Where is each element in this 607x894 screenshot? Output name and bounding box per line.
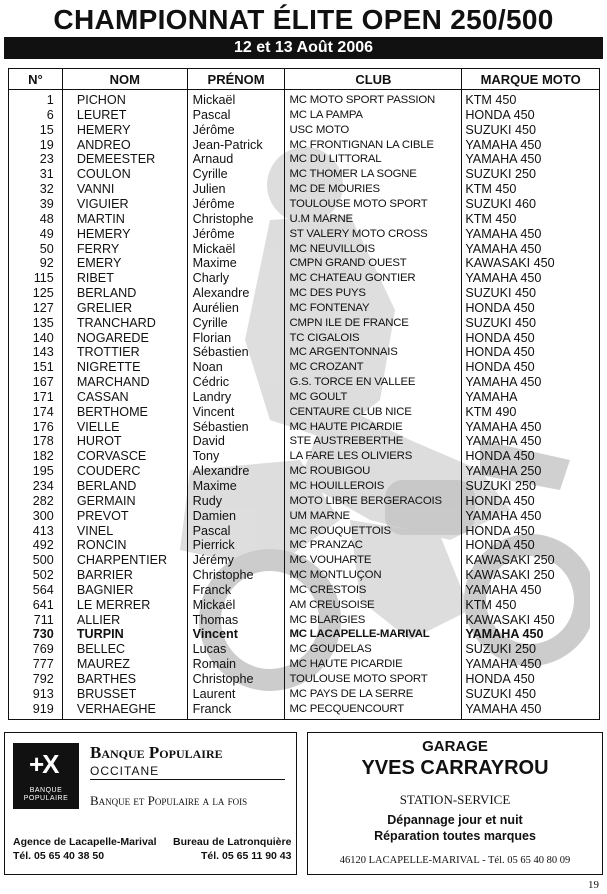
cell-club: MC ROUBIGOU <box>285 464 462 479</box>
page-number: 19 <box>588 879 599 891</box>
cell-nom: VINEL <box>62 523 187 538</box>
table-row <box>9 627 600 642</box>
logo-text-line-1: BANQUE <box>29 787 63 794</box>
cell-marque: YAMAHA 450 <box>462 226 600 241</box>
cell-nom: HUROT <box>62 434 187 449</box>
table-row <box>9 137 600 152</box>
cell-prenom: Romain <box>187 657 285 672</box>
table-header-row <box>9 69 600 90</box>
cell-prenom: Franck <box>187 701 285 719</box>
cell-marque: HONDA 450 <box>462 360 600 375</box>
cell-prenom: Franck <box>187 583 285 598</box>
cell-prenom: Pierrick <box>187 538 285 553</box>
cell-num: 913 <box>9 686 63 701</box>
cell-nom: CASSAN <box>62 390 187 405</box>
cell-num: 143 <box>9 345 63 360</box>
cell-marque: KTM 450 <box>462 211 600 226</box>
cell-club: G.S. TORCE EN VALLEE <box>285 375 462 390</box>
table-row <box>9 122 600 137</box>
cell-marque: HONDA 450 <box>462 345 600 360</box>
table-row <box>9 197 600 212</box>
cell-club: MC MONTLUÇON <box>285 568 462 583</box>
page-title: CHAMPIONNAT ÉLITE OPEN 250/500 <box>53 4 554 35</box>
cell-num: 769 <box>9 642 63 657</box>
cell-club: ST VALERY MOTO CROSS <box>285 226 462 241</box>
cell-prenom: Tony <box>187 449 285 464</box>
table-row <box>9 271 600 286</box>
cell-num: 49 <box>9 226 63 241</box>
cell-num: 50 <box>9 241 63 256</box>
cell-club: MC CHATEAU GONTIER <box>285 271 462 286</box>
cell-prenom: Alexandre <box>187 286 285 301</box>
cell-prenom: Rudy <box>187 493 285 508</box>
cell-num: 919 <box>9 701 63 719</box>
cell-nom: TRANCHARD <box>62 315 187 330</box>
garage-service-1: Dépannage jour et nuit <box>387 813 523 827</box>
cell-nom: VERHAEGHE <box>62 701 187 719</box>
cell-club: MC THOMER LA SOGNE <box>285 167 462 182</box>
cell-club: CMPN ILE DE FRANCE <box>285 315 462 330</box>
cell-prenom: Mickaël <box>187 597 285 612</box>
header-number: N° <box>9 69 63 90</box>
table-row <box>9 597 600 612</box>
sponsor-banque-populaire <box>4 732 297 875</box>
garage-name: YVES CARRAYROU <box>361 757 549 779</box>
table-row <box>9 167 600 182</box>
bank-divider <box>90 779 285 780</box>
cell-marque: SUZUKI 450 <box>462 286 600 301</box>
cell-num: 178 <box>9 434 63 449</box>
cell-num: 176 <box>9 419 63 434</box>
cell-num: 125 <box>9 286 63 301</box>
cell-num: 167 <box>9 375 63 390</box>
cell-club: MC HAUTE PICARDIE <box>285 657 462 672</box>
cell-nom: TURPIN <box>62 627 187 642</box>
cell-marque: YAMAHA 450 <box>462 657 600 672</box>
cell-nom: BARTHES <box>62 672 187 687</box>
cell-club: MC PAYS DE LA SERRE <box>285 686 462 701</box>
cell-marque: KAWASAKI 450 <box>462 612 600 627</box>
table-row <box>9 479 600 494</box>
cell-prenom: Laurent <box>187 686 285 701</box>
cell-nom: VANNI <box>62 182 187 197</box>
cell-marque: YAMAHA 450 <box>462 583 600 598</box>
cell-marque: YAMAHA 450 <box>462 701 600 719</box>
cell-nom: GERMAIN <box>62 493 187 508</box>
cell-nom: GRELIER <box>62 300 187 315</box>
cell-prenom: Jérôme <box>187 197 285 212</box>
table-row <box>9 345 600 360</box>
cell-nom: BRUSSET <box>62 686 187 701</box>
cell-prenom: Cédric <box>187 375 285 390</box>
table-row <box>9 449 600 464</box>
cell-marque: YAMAHA 450 <box>462 508 600 523</box>
table-row <box>9 508 600 523</box>
cell-club: CENTAURE CLUB NICE <box>285 404 462 419</box>
cell-club: USC MOTO <box>285 122 462 137</box>
cell-nom: ALLIER <box>62 612 187 627</box>
table-row <box>9 583 600 598</box>
bank-bureau-phone: Tél. 05 65 11 90 43 <box>201 850 292 862</box>
cell-nom: BERLAND <box>62 286 187 301</box>
cell-prenom: Jérôme <box>187 122 285 137</box>
cell-marque: KAWASAKI 450 <box>462 256 600 271</box>
cell-nom: CHARPENTIER <box>62 553 187 568</box>
cell-num: 92 <box>9 256 63 271</box>
garage-address: 46120 LACAPELLE-MARIVAL - Tél. 05 65 40 80 09 <box>339 855 571 866</box>
cell-marque: HONDA 450 <box>462 330 600 345</box>
table-row <box>9 108 600 123</box>
bank-agence-phone: Tél. 05 65 40 38 50 <box>13 850 105 862</box>
cell-num: 115 <box>9 271 63 286</box>
cell-num: 492 <box>9 538 63 553</box>
cell-nom: PICHON <box>62 90 187 108</box>
cell-nom: LEURET <box>62 108 187 123</box>
table-row <box>9 568 600 583</box>
cell-nom: MARTIN <box>62 211 187 226</box>
table-row <box>9 404 600 419</box>
cell-prenom: Christophe <box>187 568 285 583</box>
cell-marque: YAMAHA 450 <box>462 152 600 167</box>
cell-marque: SUZUKI 450 <box>462 122 600 137</box>
cell-nom: LE MERRER <box>62 597 187 612</box>
table-row <box>9 241 600 256</box>
cell-club: MC GOULT <box>285 390 462 405</box>
cell-club: STE AUSTREBERTHE <box>285 434 462 449</box>
bank-agence-label: Agence de Lacapelle-Marival <box>13 836 157 848</box>
cell-prenom: Jérôme <box>187 226 285 241</box>
cell-marque: SUZUKI 450 <box>462 686 600 701</box>
cell-num: 282 <box>9 493 63 508</box>
cell-num: 32 <box>9 182 63 197</box>
table-row <box>9 300 600 315</box>
table-row <box>9 330 600 345</box>
cell-club: UM MARNE <box>285 508 462 523</box>
table-row <box>9 152 600 167</box>
cell-marque: KAWASAKI 250 <box>462 553 600 568</box>
cell-club: U.M MARNE <box>285 211 462 226</box>
participants-table-body <box>9 90 600 720</box>
cell-club: MC ARGENTONNAIS <box>285 345 462 360</box>
table-row <box>9 256 600 271</box>
bank-bureau-label: Bureau de Latronquière <box>173 836 292 848</box>
cell-marque: KTM 450 <box>462 597 600 612</box>
cell-club: LA FARE LES OLIVIERS <box>285 449 462 464</box>
header-prenom: PRÉNOM <box>187 69 285 90</box>
sponsor-garage-carrayrou <box>307 732 603 875</box>
cell-club: TOULOUSE MOTO SPORT <box>285 672 462 687</box>
cell-nom: VIGUIER <box>62 197 187 212</box>
banque-populaire-logo-mark: +X <box>29 749 58 779</box>
banque-populaire-logo-text <box>13 787 79 803</box>
cell-prenom: Florian <box>187 330 285 345</box>
table-row <box>9 464 600 479</box>
cell-nom: RIBET <box>62 271 187 286</box>
cell-num: 48 <box>9 211 63 226</box>
logo-text-line-2: POPULAIRE <box>23 795 69 802</box>
cell-marque: KTM 450 <box>462 90 600 108</box>
cell-num: 500 <box>9 553 63 568</box>
table-row <box>9 434 600 449</box>
cell-nom: DEMEESTER <box>62 152 187 167</box>
cell-marque: SUZUKI 250 <box>462 642 600 657</box>
cell-num: 300 <box>9 508 63 523</box>
cell-num: 23 <box>9 152 63 167</box>
cell-club: MC LACAPELLE-MARIVAL <box>285 627 462 642</box>
cell-nom: MAUREZ <box>62 657 187 672</box>
bank-region: OCCITANE <box>90 764 160 778</box>
cell-club: AM CREUSOISE <box>285 597 462 612</box>
cell-nom: FERRY <box>62 241 187 256</box>
header-nom: NOM <box>62 69 187 90</box>
cell-marque: YAMAHA <box>462 390 600 405</box>
table-row <box>9 390 600 405</box>
cell-nom: HEMERY <box>62 226 187 241</box>
cell-num: 6 <box>9 108 63 123</box>
cell-nom: BERTHOME <box>62 404 187 419</box>
table-row <box>9 286 600 301</box>
cell-marque: YAMAHA 450 <box>462 137 600 152</box>
cell-club: MC PRANZAC <box>285 538 462 553</box>
cell-marque: HONDA 450 <box>462 449 600 464</box>
cell-club: MC PECQUENCOURT <box>285 701 462 719</box>
cell-club: MC MOTO SPORT PASSION <box>285 90 462 108</box>
cell-num: 730 <box>9 627 63 642</box>
cell-prenom: Damien <box>187 508 285 523</box>
cell-num: 641 <box>9 597 63 612</box>
cell-prenom: Sébastien <box>187 345 285 360</box>
cell-marque: YAMAHA 450 <box>462 419 600 434</box>
cell-prenom: Julien <box>187 182 285 197</box>
cell-club: MC FRONTIGNAN LA CIBLE <box>285 137 462 152</box>
cell-club: MC CROZANT <box>285 360 462 375</box>
cell-prenom: David <box>187 434 285 449</box>
cell-num: 182 <box>9 449 63 464</box>
cell-prenom: Alexandre <box>187 464 285 479</box>
cell-num: 171 <box>9 390 63 405</box>
cell-num: 564 <box>9 583 63 598</box>
cell-marque: HONDA 450 <box>462 538 600 553</box>
cell-club: MC BLARGIES <box>285 612 462 627</box>
cell-nom: BELLEC <box>62 642 187 657</box>
cell-nom: MARCHAND <box>62 375 187 390</box>
cell-prenom: Noan <box>187 360 285 375</box>
cell-num: 135 <box>9 315 63 330</box>
cell-club: MC NEUVILLOIS <box>285 241 462 256</box>
cell-prenom: Pascal <box>187 108 285 123</box>
cell-nom: EMERY <box>62 256 187 271</box>
garage-title: GARAGE <box>422 738 488 755</box>
cell-marque: YAMAHA 450 <box>462 434 600 449</box>
cell-club: MOTO LIBRE BERGERACOIS <box>285 493 462 508</box>
table-row <box>9 375 600 390</box>
cell-marque: SUZUKI 250 <box>462 167 600 182</box>
cell-club: TC CIGALOIS <box>285 330 462 345</box>
cell-marque: SUZUKI 460 <box>462 197 600 212</box>
cell-marque: KAWASAKI 250 <box>462 568 600 583</box>
cell-num: 777 <box>9 657 63 672</box>
table-row <box>9 211 600 226</box>
cell-prenom: Landry <box>187 390 285 405</box>
cell-prenom: Mickaël <box>187 241 285 256</box>
table-row <box>9 553 600 568</box>
cell-club: MC HOUILLEROIS <box>285 479 462 494</box>
cell-nom: BARRIER <box>62 568 187 583</box>
cell-prenom: Mickaël <box>187 90 285 108</box>
cell-prenom: Arnaud <box>187 152 285 167</box>
cell-num: 413 <box>9 523 63 538</box>
cell-club: CMPN GRAND OUEST <box>285 256 462 271</box>
cell-num: 31 <box>9 167 63 182</box>
cell-nom: COUDERC <box>62 464 187 479</box>
cell-num: 174 <box>9 404 63 419</box>
table-row <box>9 315 600 330</box>
cell-prenom: Thomas <box>187 612 285 627</box>
cell-marque: HONDA 450 <box>462 523 600 538</box>
cell-num: 39 <box>9 197 63 212</box>
table-row <box>9 90 600 108</box>
cell-marque: YAMAHA 450 <box>462 375 600 390</box>
cell-marque: KTM 450 <box>462 182 600 197</box>
cell-num: 15 <box>9 122 63 137</box>
cell-club: MC ROUQUETTOIS <box>285 523 462 538</box>
cell-marque: HONDA 450 <box>462 108 600 123</box>
table-row <box>9 612 600 627</box>
cell-prenom: Maxime <box>187 479 285 494</box>
cell-prenom: Jean-Patrick <box>187 137 285 152</box>
cell-club: MC DES PUYS <box>285 286 462 301</box>
event-date-banner: 12 et 13 Août 2006 <box>4 37 603 59</box>
cell-club: TOULOUSE MOTO SPORT <box>285 197 462 212</box>
cell-prenom: Vincent <box>187 404 285 419</box>
cell-num: 195 <box>9 464 63 479</box>
cell-marque: HONDA 450 <box>462 493 600 508</box>
cell-prenom: Jérémy <box>187 553 285 568</box>
bank-name: Banque Populaire <box>90 743 223 762</box>
bank-tagline: Banque et Populaire a la fois <box>90 793 248 808</box>
cell-club: MC HAUTE PICARDIE <box>285 419 462 434</box>
cell-marque: YAMAHA 450 <box>462 241 600 256</box>
cell-prenom: Pascal <box>187 523 285 538</box>
cell-nom: HEMERY <box>62 122 187 137</box>
table-row <box>9 657 600 672</box>
cell-nom: NOGAREDE <box>62 330 187 345</box>
cell-nom: BERLAND <box>62 479 187 494</box>
cell-marque: SUZUKI 250 <box>462 479 600 494</box>
cell-prenom: Cyrille <box>187 315 285 330</box>
cell-num: 1 <box>9 90 63 108</box>
cell-num: 19 <box>9 137 63 152</box>
cell-club: MC LA PAMPA <box>285 108 462 123</box>
cell-prenom: Lucas <box>187 642 285 657</box>
cell-nom: TROTTIER <box>62 345 187 360</box>
cell-prenom: Aurélien <box>187 300 285 315</box>
cell-num: 234 <box>9 479 63 494</box>
garage-service-2: Réparation toutes marques <box>374 829 536 843</box>
cell-num: 140 <box>9 330 63 345</box>
cell-prenom: Cyrille <box>187 167 285 182</box>
table-row <box>9 672 600 687</box>
cell-marque: HONDA 450 <box>462 672 600 687</box>
cell-club: MC VOUHARTE <box>285 553 462 568</box>
cell-nom: COULON <box>62 167 187 182</box>
cell-nom: NIGRETTE <box>62 360 187 375</box>
garage-station: STATION-SERVICE <box>399 792 511 807</box>
table-row <box>9 493 600 508</box>
cell-prenom: Christophe <box>187 211 285 226</box>
cell-prenom: Sébastien <box>187 419 285 434</box>
table-row <box>9 642 600 657</box>
cell-club: MC DE MOURIES <box>285 182 462 197</box>
cell-club: MC FONTENAY <box>285 300 462 315</box>
cell-marque: YAMAHA 450 <box>462 627 600 642</box>
table-row <box>9 226 600 241</box>
cell-marque: YAMAHA 450 <box>462 271 600 286</box>
cell-nom: ANDREO <box>62 137 187 152</box>
cell-club: MC GOUDELAS <box>285 642 462 657</box>
cell-nom: RONCIN <box>62 538 187 553</box>
table-row <box>9 360 600 375</box>
cell-marque: YAMAHA 250 <box>462 464 600 479</box>
table-row <box>9 419 600 434</box>
cell-marque: KTM 490 <box>462 404 600 419</box>
cell-nom: VIELLE <box>62 419 187 434</box>
cell-club: MC CRESTOIS <box>285 583 462 598</box>
cell-num: 792 <box>9 672 63 687</box>
cell-club: MC DU LITTORAL <box>285 152 462 167</box>
table-row <box>9 538 600 553</box>
cell-nom: PREVOT <box>62 508 187 523</box>
cell-num: 151 <box>9 360 63 375</box>
table-row <box>9 701 600 719</box>
cell-prenom: Maxime <box>187 256 285 271</box>
participants-table <box>8 68 600 720</box>
cell-num: 502 <box>9 568 63 583</box>
cell-num: 711 <box>9 612 63 627</box>
cell-prenom: Christophe <box>187 672 285 687</box>
cell-prenom: Vincent <box>187 627 285 642</box>
header-marque: MARQUE MOTO <box>462 69 600 90</box>
table-row <box>9 182 600 197</box>
table-row <box>9 686 600 701</box>
cell-prenom: Charly <box>187 271 285 286</box>
banque-populaire-logo <box>13 743 79 809</box>
cell-num: 127 <box>9 300 63 315</box>
cell-marque: SUZUKI 450 <box>462 315 600 330</box>
header-club: CLUB <box>285 69 462 90</box>
cell-nom: BAGNIER <box>62 583 187 598</box>
table-row <box>9 523 600 538</box>
cell-nom: CORVASCE <box>62 449 187 464</box>
cell-marque: HONDA 450 <box>462 300 600 315</box>
